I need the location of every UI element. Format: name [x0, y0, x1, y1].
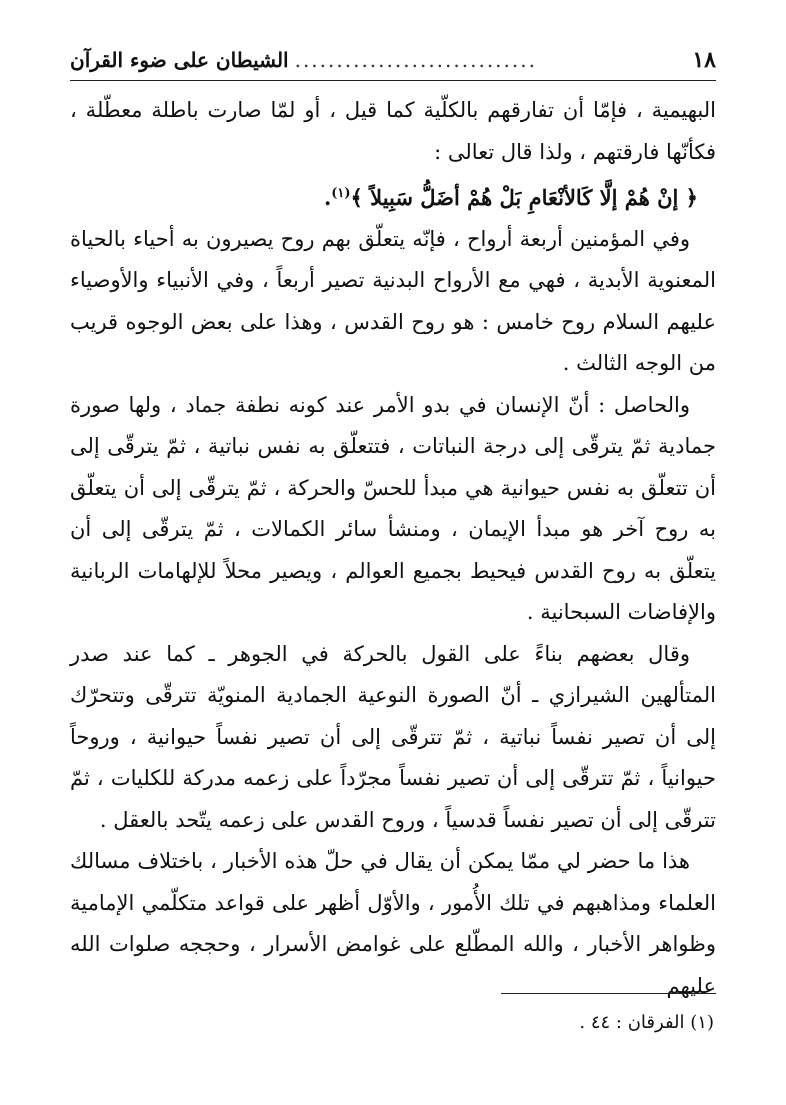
verse-footnote-mark: (١) — [331, 186, 351, 201]
paragraph-5: هذا ما حضر لي ممّا يمكن أن يقال في حلّ هذه الأخبار ، باختلاف مسالك العلماء ومذاهبهم في تلك الأُمور ، والأوّل أظهر على قواعد متكلّمي الإمامية وظواهر الأخبار ، والله المطّلع على غوامض الأسرار ، وحججه صلوات الله عليهم — [70, 849, 716, 998]
page-header — [70, 40, 716, 81]
paragraph-3: والحاصل : أنّ الإنسان في بدو الأمر عند كونه نطفة جماد ، ولها صورة جمادية ثمّ يترقّى إلى درجة النباتات ، فتتعلّق به نفس نباتية ، ثمّ يترقّى إلى أن تتعلّق به نفس حيوانية هي مبدأ للحسّ والحركة ، ثمّ يترقّى إلى أن يتعلّق به روح آخر هو مبدأ الإيمان ، ومنشأ سائر الكمالات ، ثمّ يترقّى إلى أن يتعلّق به روح القدس فيحيط بجميع العوالم ، ويصير محلاً للإلهامات الربانية والإفاضات السبحانية . — [70, 392, 716, 624]
page-number: ١٨ — [692, 47, 716, 73]
paragraph-4: وقال بعضهم بناءً على القول بالحركة في الجوهر ـ كما عند صدر المتألهين الشيرازي ـ أنّ الصورة النوعية الجمادية المنويّة تترقّى وتتحرّك إلى أن تصير نفساً نباتية ، ثمّ تترقّى إلى أن تصير نفساً حيوانية ، وروحاً حيوانياً ، ثمّ تترقّى إلى أن تصير نفساً مجرّداً على زعمه مدركة للكليات ، ثمّ تترقّى إلى أن تصير نفساً قدسياً ، وروح القدس على زعمه يتّحد بالعقل . — [70, 641, 716, 832]
paragraph-2: وفي المؤمنين أربعة أرواح ، فإنّه يتعلّق بهم روح يصيرون به أحياء بالحياة المعنوية الأبدية ، فهي مع الأرواح البدنية تصير أربعاً ، وفي الأنبياء والأوصياء عليهم السلام روح خامس : هو روح القدس ، وهذا على بعض الوجوه قريب من الوجه الثالث . — [70, 226, 716, 375]
main-text — [70, 90, 716, 1007]
running-title-dots: ............................. — [294, 48, 537, 72]
verse-text: ﴿ إنْ هُمْ إلَّا كَالأنْعَامِ بَلْ هُمْ أضَلُّ سَبِيلاً ﴾ — [350, 185, 698, 210]
verse-end: . — [323, 185, 332, 210]
footnote: (١) الفرقان : ٤٤ . — [579, 1012, 714, 1033]
running-title-text: الشيطان على ضوء القرآن — [70, 48, 289, 72]
footnote-separator — [501, 993, 716, 994]
paragraph-1: البهيمية ، فإمّا أن تفارقهم بالكلّية كما قيل ، أو لمّا صارت باطلة معطّلة ، فكأنّها فارقتهم ، ولذا قال تعالى : — [70, 98, 716, 164]
running-title — [70, 48, 537, 72]
quran-verse — [70, 173, 716, 219]
